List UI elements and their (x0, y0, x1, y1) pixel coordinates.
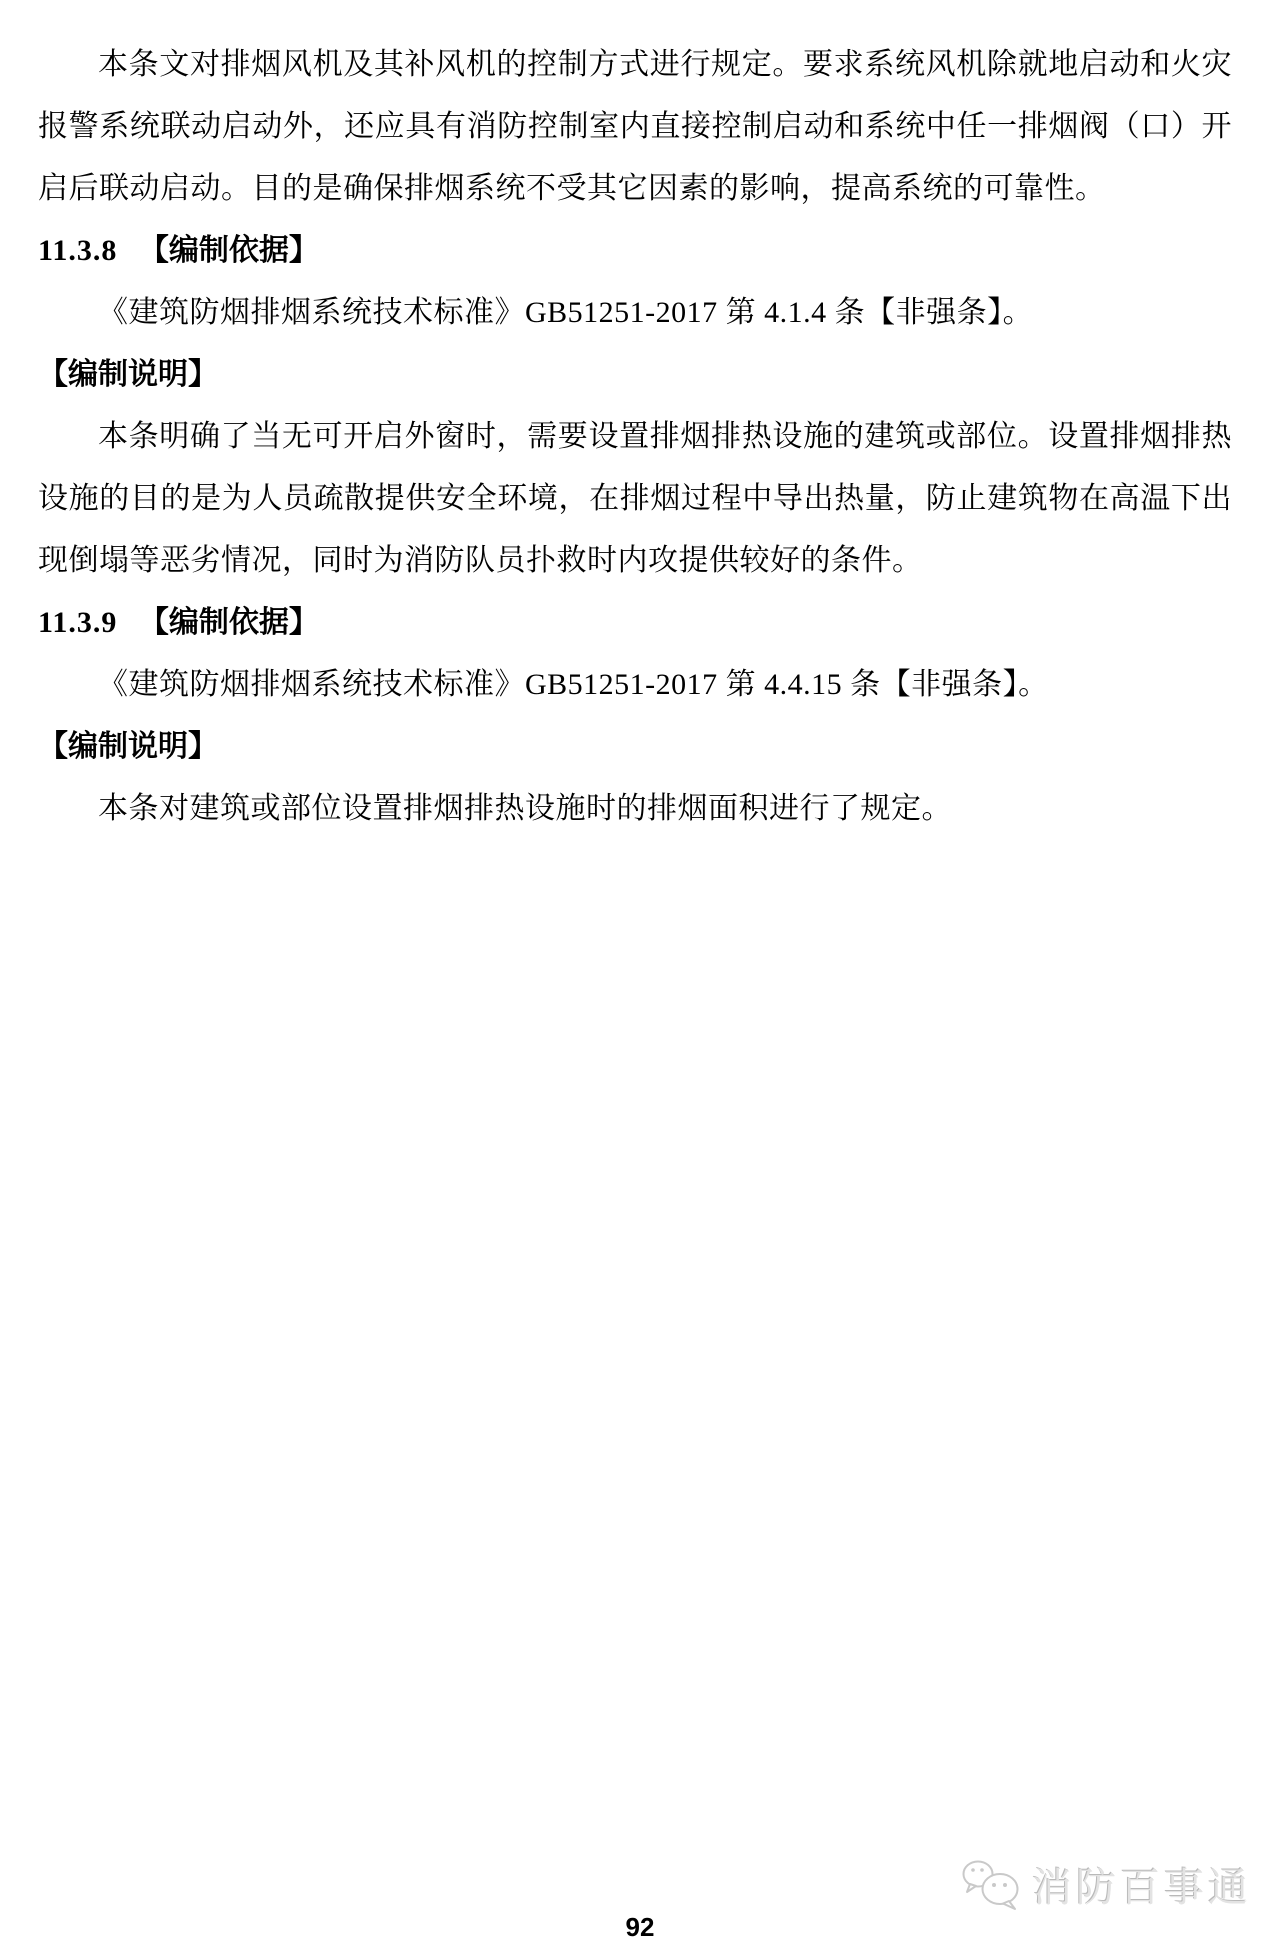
section-number: 11.3.8 (38, 234, 118, 267)
document-content (38, 34, 1232, 840)
section-11-3-8-note-heading (38, 344, 1232, 406)
section-number: 11.3.9 (38, 606, 118, 639)
section-11-3-8-basis-heading (38, 220, 1232, 282)
watermark-text: 消防百事通 (1032, 1866, 1252, 1910)
section-11-3-9-note-text: 本条对建筑或部位设置排烟排热设施时的排烟面积进行了规定。 (98, 792, 952, 825)
note-heading-label: 【编制说明】 (38, 730, 218, 763)
page-number: 92 (625, 1912, 655, 1942)
section-11-3-9-basis-text: 《建筑防烟排烟系统技术标准》GB51251-2017 第 4.4.15 条【非强条】。 (98, 668, 1049, 701)
section-11-3-8-basis-text: 《建筑防烟排烟系统技术标准》GB51251-2017 第 4.1.4 条【非强条】。 (98, 296, 1034, 329)
watermark (960, 1856, 1252, 1913)
basis-heading-label: 【编制依据】 (138, 606, 319, 639)
section-11-3-9-note-heading (38, 716, 1232, 778)
wechat-chat-bubbles-icon (960, 1857, 1022, 1913)
note-heading-label: 【编制说明】 (38, 358, 218, 391)
basis-heading-label: 【编制依据】 (138, 234, 319, 267)
section-11-3-8-note-text: 本条明确了当无可开启外窗时，需要设置排烟排热设施的建筑或部位。设置排烟排热设施的目的是为人员疏散提供安全环境，在排烟过程中导出热量，防止建筑物在高温下出现倒塌等恶劣情况，同时为消防队员扑救时内攻提供较好的条件。 (38, 420, 1232, 577)
section-11-3-9-basis-heading (38, 592, 1232, 654)
intro-paragraph: 本条文对排烟风机及其补风机的控制方式进行规定。要求系统风机除就地启动和火灾报警系统联动启动外，还应具有消防控制室内直接控制启动和系统中任一排烟阀（口）开启后联动启动。目的是确保排烟系统不受其它因素的影响，提高系统的可靠性。 (38, 48, 1232, 205)
